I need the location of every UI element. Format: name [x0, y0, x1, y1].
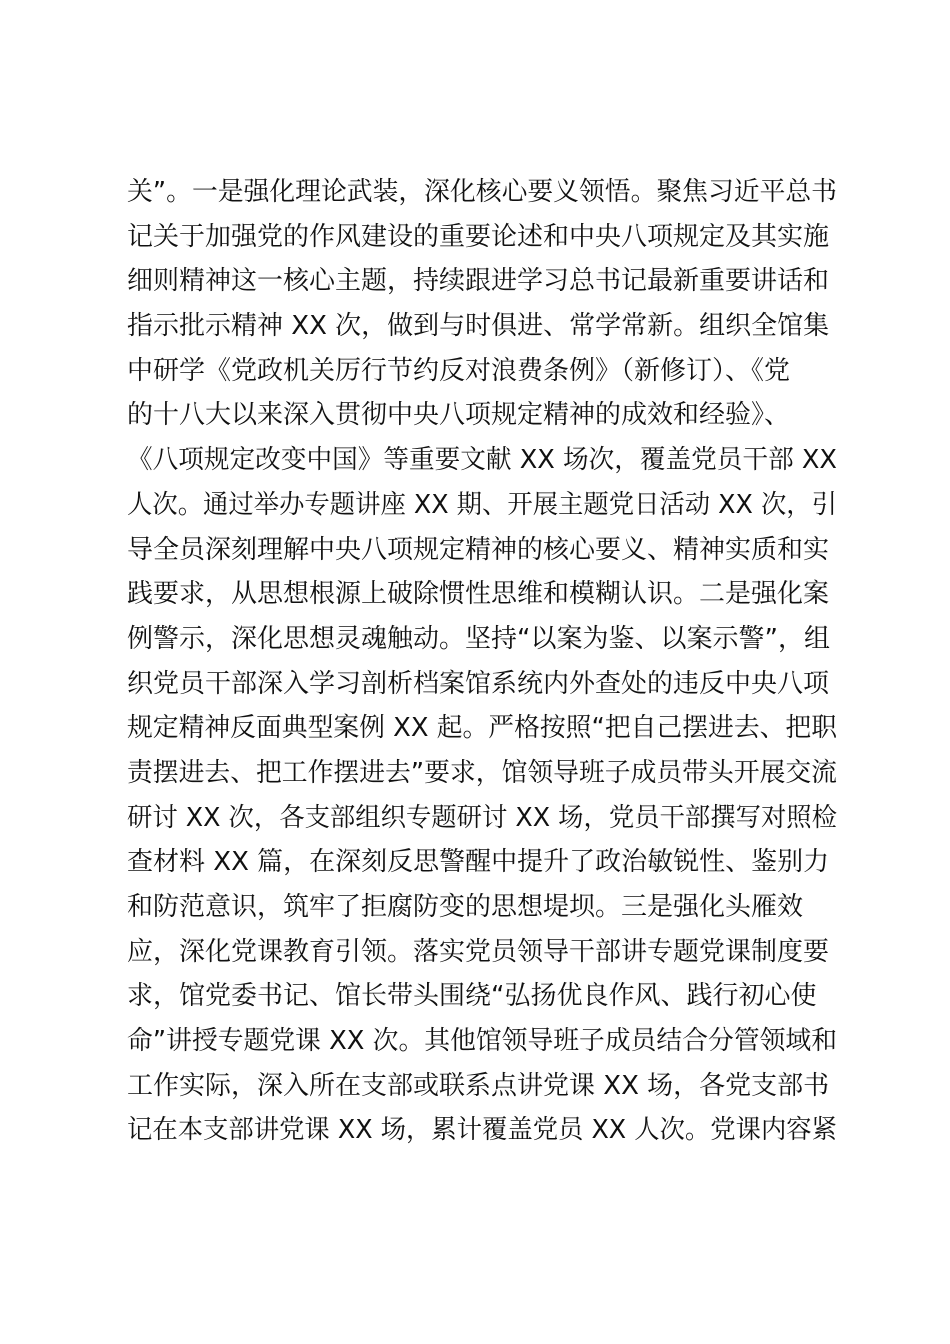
text-line-20: 命”讲授专题党课 XX 次。其他馆领导班子成员结合分管领域和	[127, 1026, 837, 1057]
text-line-13: 规定精神反面典型案例 XX 起。严格按照“把自己摆进去、把职	[127, 713, 837, 744]
text-line-16: 查材料 XX 篇，在深刻反思警醒中提升了政治敏锐性、鉴别力	[127, 847, 830, 878]
text-line-10: 践要求，从思想根源上破除惯性思维和模糊认识。二是强化案	[127, 579, 830, 610]
text-line-6: 的十八大以来深入贯彻中央八项规定精神的成效和经验》、	[127, 400, 791, 431]
text-line-2: 记关于加强党的作风建设的重要论述和中央八项规定及其实施	[127, 221, 830, 252]
text-line-11: 例警示，深化思想灵魂触动。坚持“以案为鉴、以案示警”，组	[127, 623, 830, 654]
text-line-19: 求，馆党委书记、馆长带头围绕“弘扬优良作风、践行初心使	[127, 981, 817, 1012]
text-line-8: 人次。通过举办专题讲座 XX 期、开展主题党日活动 XX 次，引	[127, 489, 837, 520]
text-line-22: 记在本支部讲党课 XX 场，累计覆盖党员 XX 人次。党课内容紧	[127, 1115, 837, 1146]
text-line-14: 责摆进去、把工作摆进去”要求，馆领导班子成员带头开展交流	[127, 757, 837, 788]
text-line-17: 和防范意识，筑牢了拒腐防变的思想堤坝。三是强化头雁效	[127, 892, 804, 922]
text-line-7: 《八项规定改变中国》等重要文献 XX 场次，覆盖党员干部 XX	[127, 445, 837, 476]
text-line-3: 细则精神这一核心主题，持续跟进学习总书记最新重要讲话和	[127, 266, 830, 297]
text-line-18: 应，深化党课教育引领。落实党员领导干部讲专题党课制度要	[127, 936, 830, 967]
text-line-9: 导全员深刻理解中央八项规定精神的核心要义、精神实质和实	[127, 534, 830, 565]
text-line-1: 关”。一是强化理论武装，深化核心要义领悟。聚焦习近平总书	[127, 177, 837, 207]
text-line-15: 研讨 XX 次，各支部组织专题研讨 XX 场，党员干部撰写对照检	[127, 802, 837, 833]
text-line-4: 指示批示精神 XX 次，做到与时俱进、常学常新。组织全馆集	[127, 311, 830, 342]
text-line-12: 织党员干部深入学习剖析档案馆系统内外查处的违反中央八项	[127, 668, 830, 699]
text-line-21: 工作实际，深入所在支部或联系点讲党课 XX 场，各党支部书	[127, 1070, 830, 1101]
text-line-5: 中研学《党政机关厉行节约反对浪费条例》（新修订）、《党	[127, 355, 791, 386]
body-paragraph	[127, 170, 837, 1153]
